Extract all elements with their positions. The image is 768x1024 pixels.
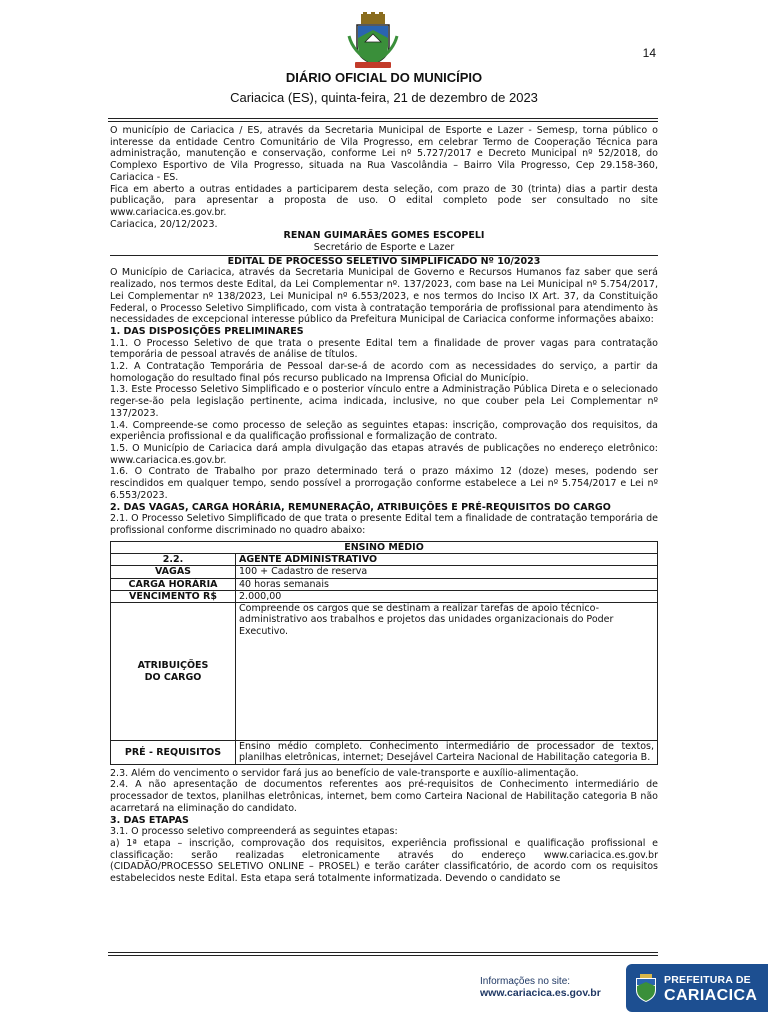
position-table [110,541,658,765]
carga-value: 40 horas semanais [236,578,658,590]
vencimento-value: 2.000,00 [236,590,658,602]
vencimento-label: VENCIMENTO R$ [111,590,236,602]
clause-3-a: a) 1ª etapa – inscrição, comprovação dos requisitos, experiência profissional e qualificação profissional e classificação: serão realizadas eletronicamente através do endereço www.cariacica.es.gov.br (CIDADÃO/PROCESSO SELETIVO ONLINE – PROSEL) e terão caráter classificatório, de acordo com os requisitos estabelecidos neste Edital. Esta etapa será totalmente informatizada. Devendo o candidato se [110,837,658,885]
clause-2-1: 2.1. O Processo Seletivo Simplificado de que trata o presente Edital tem a finalidade de contratação temporária de profissional conforme discriminado no quadro abaixo: [110,513,658,536]
atribuicoes-label-line-1: ATRIBUIÇÕES [137,660,209,672]
footer-info [480,976,601,999]
footer-divider [108,952,658,956]
table-row [111,603,658,741]
item-label: 2.2. [111,553,236,565]
clause-1-1: 1.1. O Processo Seletivo de que trata o presente Edital tem a finalidade de prover vagas para contratação temporária de pessoal através de análise de títulos. [110,337,658,361]
brand-line-2: CARIACICA [664,987,758,1004]
table-row [111,741,658,765]
clause-3-1: 3.1. O processo seletivo compreenderá as seguintes etapas: [110,826,398,838]
vagas-value: 100 + Cadastro de reserva [236,566,658,578]
atribuicoes-label-line-2: DO CARGO [144,671,202,683]
clause-1-2: 1.2. A Contratação Temporária de Pessoal dar-se-á de acordo com as necessidades do serviço, a partir da homologação do resultado final pós recurso publicado na Imprensa Oficial do Município. [110,361,658,384]
section-3-title: 3. DAS ETAPAS [110,814,189,826]
table-header-row [111,541,658,553]
section-2-title: 2. DAS VAGAS, CARGA HORÁRIA, REMUNERAÇÃO, ATRIBUIÇÕES E PRÉ-REQUISITOS DO CARGO [110,501,611,513]
table-row [111,590,658,602]
header-divider [108,118,658,122]
prerequisitos-label: PRÉ - REQUISITOS [111,741,236,765]
clause-2-3: 2.3. Além do vencimento o servidor fará jus ao benefício de vale-transporte e auxílio-alimentação. [110,767,579,779]
table-row [111,553,658,565]
table-row [111,578,658,590]
gazette-date: Cariacica (ES), quinta-feira, 21 de dezembro de 2023 [230,90,538,105]
footer-info-label: Informações no site: [480,976,571,987]
notice-date: Cariacica, 20/12/2023. [110,218,218,230]
carga-label: CARGA HORÁRIA [111,578,236,590]
prerequisitos-value: Ensino médio completo. Conhecimento intermediário de processador de textos, planilhas eletrônicas, internet; Desejável Carteira Nacional de Habilitação categoria B. [236,741,658,765]
atribuicoes-label [111,603,236,741]
clause-2-4: 2.4. A não apresentação de documentos referentes aos pré-requisitos de Conhecimento intermediário de processador de textos, planilhas eletrônicas, internet, bem como Carteira Nacional de Habilitação categoria B não acarretará na eliminação do candidato. [110,779,658,814]
municipal-coat-of-arms [347,12,399,70]
edital-title: EDITAL DE PROCESSO SELETIVO SIMPLIFICADO Nº 10/2023 [227,255,541,267]
brand-line-1: PREFEITURA DE [664,974,751,986]
notice-paragraph-2: Fica em aberto a outras entidades a participarem desta seleção, com prazo de 30 (trinta) dias a partir desta publicação, para apresentar a proposta de uso. O edital completo pode ser consultado no site www.cariacica.es.gov.br. [110,183,658,218]
crest-icon [632,974,660,1004]
page-number: 14 [642,46,656,60]
edital-intro: O Município de Cariacica, através da Secretaria Municipal de Governo e Recursos Humanos faz saber que será realizado, nos termos deste Edital, da Lei Complementar nº. 137/2023, com base na Lei Municipal nº 5.754/2017, Lei Complementar nº 138/2023, Lei Municipal nº 6.553/2023, e nos termos do Inciso IX Art. 37, da Constituição Federal, o Processo Seletivo Simplificado, com vista à contratação temporária de profissional para atendimento às necessidades de excepcional interesse público da Prefeitura Municipal de Cariacica conforme informações abaixo: [110,267,658,326]
signer-role: Secretário de Esporte e Lazer [313,242,455,254]
clause-1-5: 1.5. O Município de Cariacica dará ampla divulgação das etapas através de publicações no endereço eletrônico: www.cariacica.es.gov.br. [110,442,658,466]
vagas-label: VAGAS [111,566,236,578]
clause-1-3: 1.3. Este Processo Seletivo Simplificado e o posterior vínculo entre a Administração Pública Direta e o selecionado reger-se-ão pela legislação pertinente, acima indicada, inclusive, no que couber pela Lei Complementar nº 137/2023. [110,384,658,419]
footer-site-link[interactable]: www.cariacica.es.gov.br [480,987,601,999]
gazette-body [110,125,658,885]
clause-1-4: 1.4. Compreende-se como processo de seleção as seguintes etapas: inscrição, comprovação dos requisitos, da experiência profissional e da qualificação profissional e formalização de contrato. [110,419,658,443]
gazette-title: DIÁRIO OFICIAL DO MUNICÍPIO [285,70,483,85]
table-header-cell: ENSINO MÉDIO [111,541,658,553]
clause-1-6: 1.6. O Contrato de Trabalho por prazo determinado terá o prazo máximo 12 (doze) meses, podendo ser rescindidos em qualquer tempo, sendo possível a prorrogação conforme estabelece a Lei nº 5.754/2017 e Lei nº 6.553/2023. [110,466,658,501]
prefeitura-logo [626,964,768,1012]
table-row [111,566,658,578]
item-value: AGENTE ADMINISTRATIVO [236,553,658,565]
atribuicoes-value: Compreende os cargos que se destinam a realizar tarefas de apoio técnico-administrativo aos trabalhos e projetos das unidades organizacionais do Poder Executivo. [236,603,658,741]
notice-paragraph-1: O município de Cariacica / ES, através da Secretaria Municipal de Esporte e Lazer - Semesp, torna público o interesse da entidade Centro Comunitário de Vila Progresso, em celebrar Termo de Cooperação Técnica para administração, manutenção e conservação, conforme Lei nº 5.727/2017 e Decreto Municipal nº 52/2018, do Complexo Esportivo de Vila Progresso, situada na Rua Vascolândia – Bairro Vila Progresso, Cep 29.158-360, Cariacica - ES. [110,125,658,183]
signer-name: RENAN GUIMARÃES GOMES ESCOPELI [283,230,485,242]
section-1-title: 1. DAS DISPOSIÇÕES PRELIMINARES [110,325,304,337]
